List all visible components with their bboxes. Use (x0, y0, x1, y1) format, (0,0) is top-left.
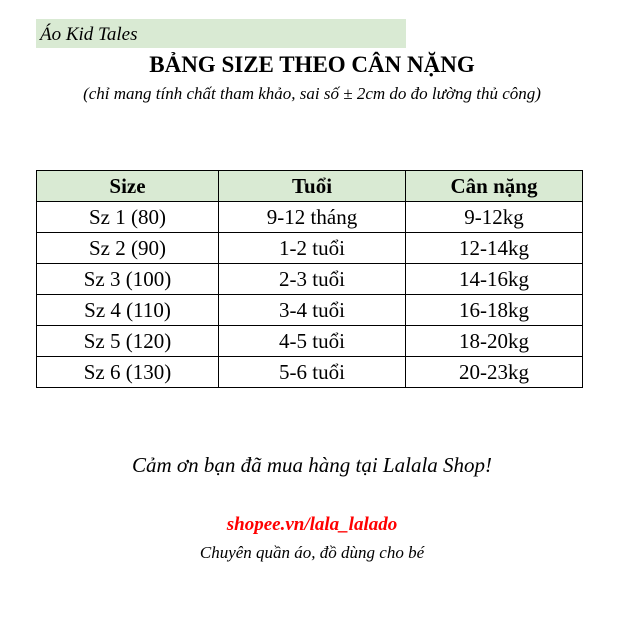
cell-size: Sz 6 (130) (37, 357, 219, 388)
header-size: Size (37, 171, 219, 202)
cell-age: 3-4 tuổi (219, 295, 406, 326)
cell-weight: 9-12kg (406, 202, 583, 233)
page-title: BẢNG SIZE THEO CÂN NẶNG (149, 52, 475, 77)
cell-size: Sz 3 (100) (37, 264, 219, 295)
table-row (37, 326, 583, 357)
cell-age: 4-5 tuổi (219, 326, 406, 357)
cell-weight: 20-23kg (406, 357, 583, 388)
cell-size: Sz 2 (90) (37, 233, 219, 264)
table-row (37, 264, 583, 295)
cell-size: Sz 1 (80) (37, 202, 219, 233)
size-chart-table (36, 170, 583, 388)
thank-you-message: Cảm ơn bạn đã mua hàng tại Lalala Shop! (131, 453, 493, 477)
cell-size: Sz 5 (120) (37, 326, 219, 357)
table-row (37, 357, 583, 388)
cell-weight: 12-14kg (406, 233, 583, 264)
table-row (37, 202, 583, 233)
table-row (37, 233, 583, 264)
header-weight: Cân nặng (406, 171, 583, 202)
cell-weight: 16-18kg (406, 295, 583, 326)
table-header-row (37, 171, 583, 202)
shop-link[interactable]: shopee.vn/lala_lalado (226, 514, 398, 535)
disclaimer-note: (chỉ mang tính chất tham khảo, sai số ± 2cm do đo lường thủ công) (83, 84, 541, 103)
cell-age: 9-12 tháng (219, 202, 406, 233)
cell-weight: 14-16kg (406, 264, 583, 295)
cell-weight: 18-20kg (406, 326, 583, 357)
table-row (37, 295, 583, 326)
cell-age: 1-2 tuổi (219, 233, 406, 264)
shop-tagline: Chuyên quần áo, đồ dùng cho bé (199, 543, 425, 562)
cell-age: 5-6 tuổi (219, 357, 406, 388)
cell-size: Sz 4 (110) (37, 295, 219, 326)
header-age: Tuổi (219, 171, 406, 202)
cell-age: 2-3 tuổi (219, 264, 406, 295)
product-name-label: Áo Kid Tales (36, 19, 406, 48)
